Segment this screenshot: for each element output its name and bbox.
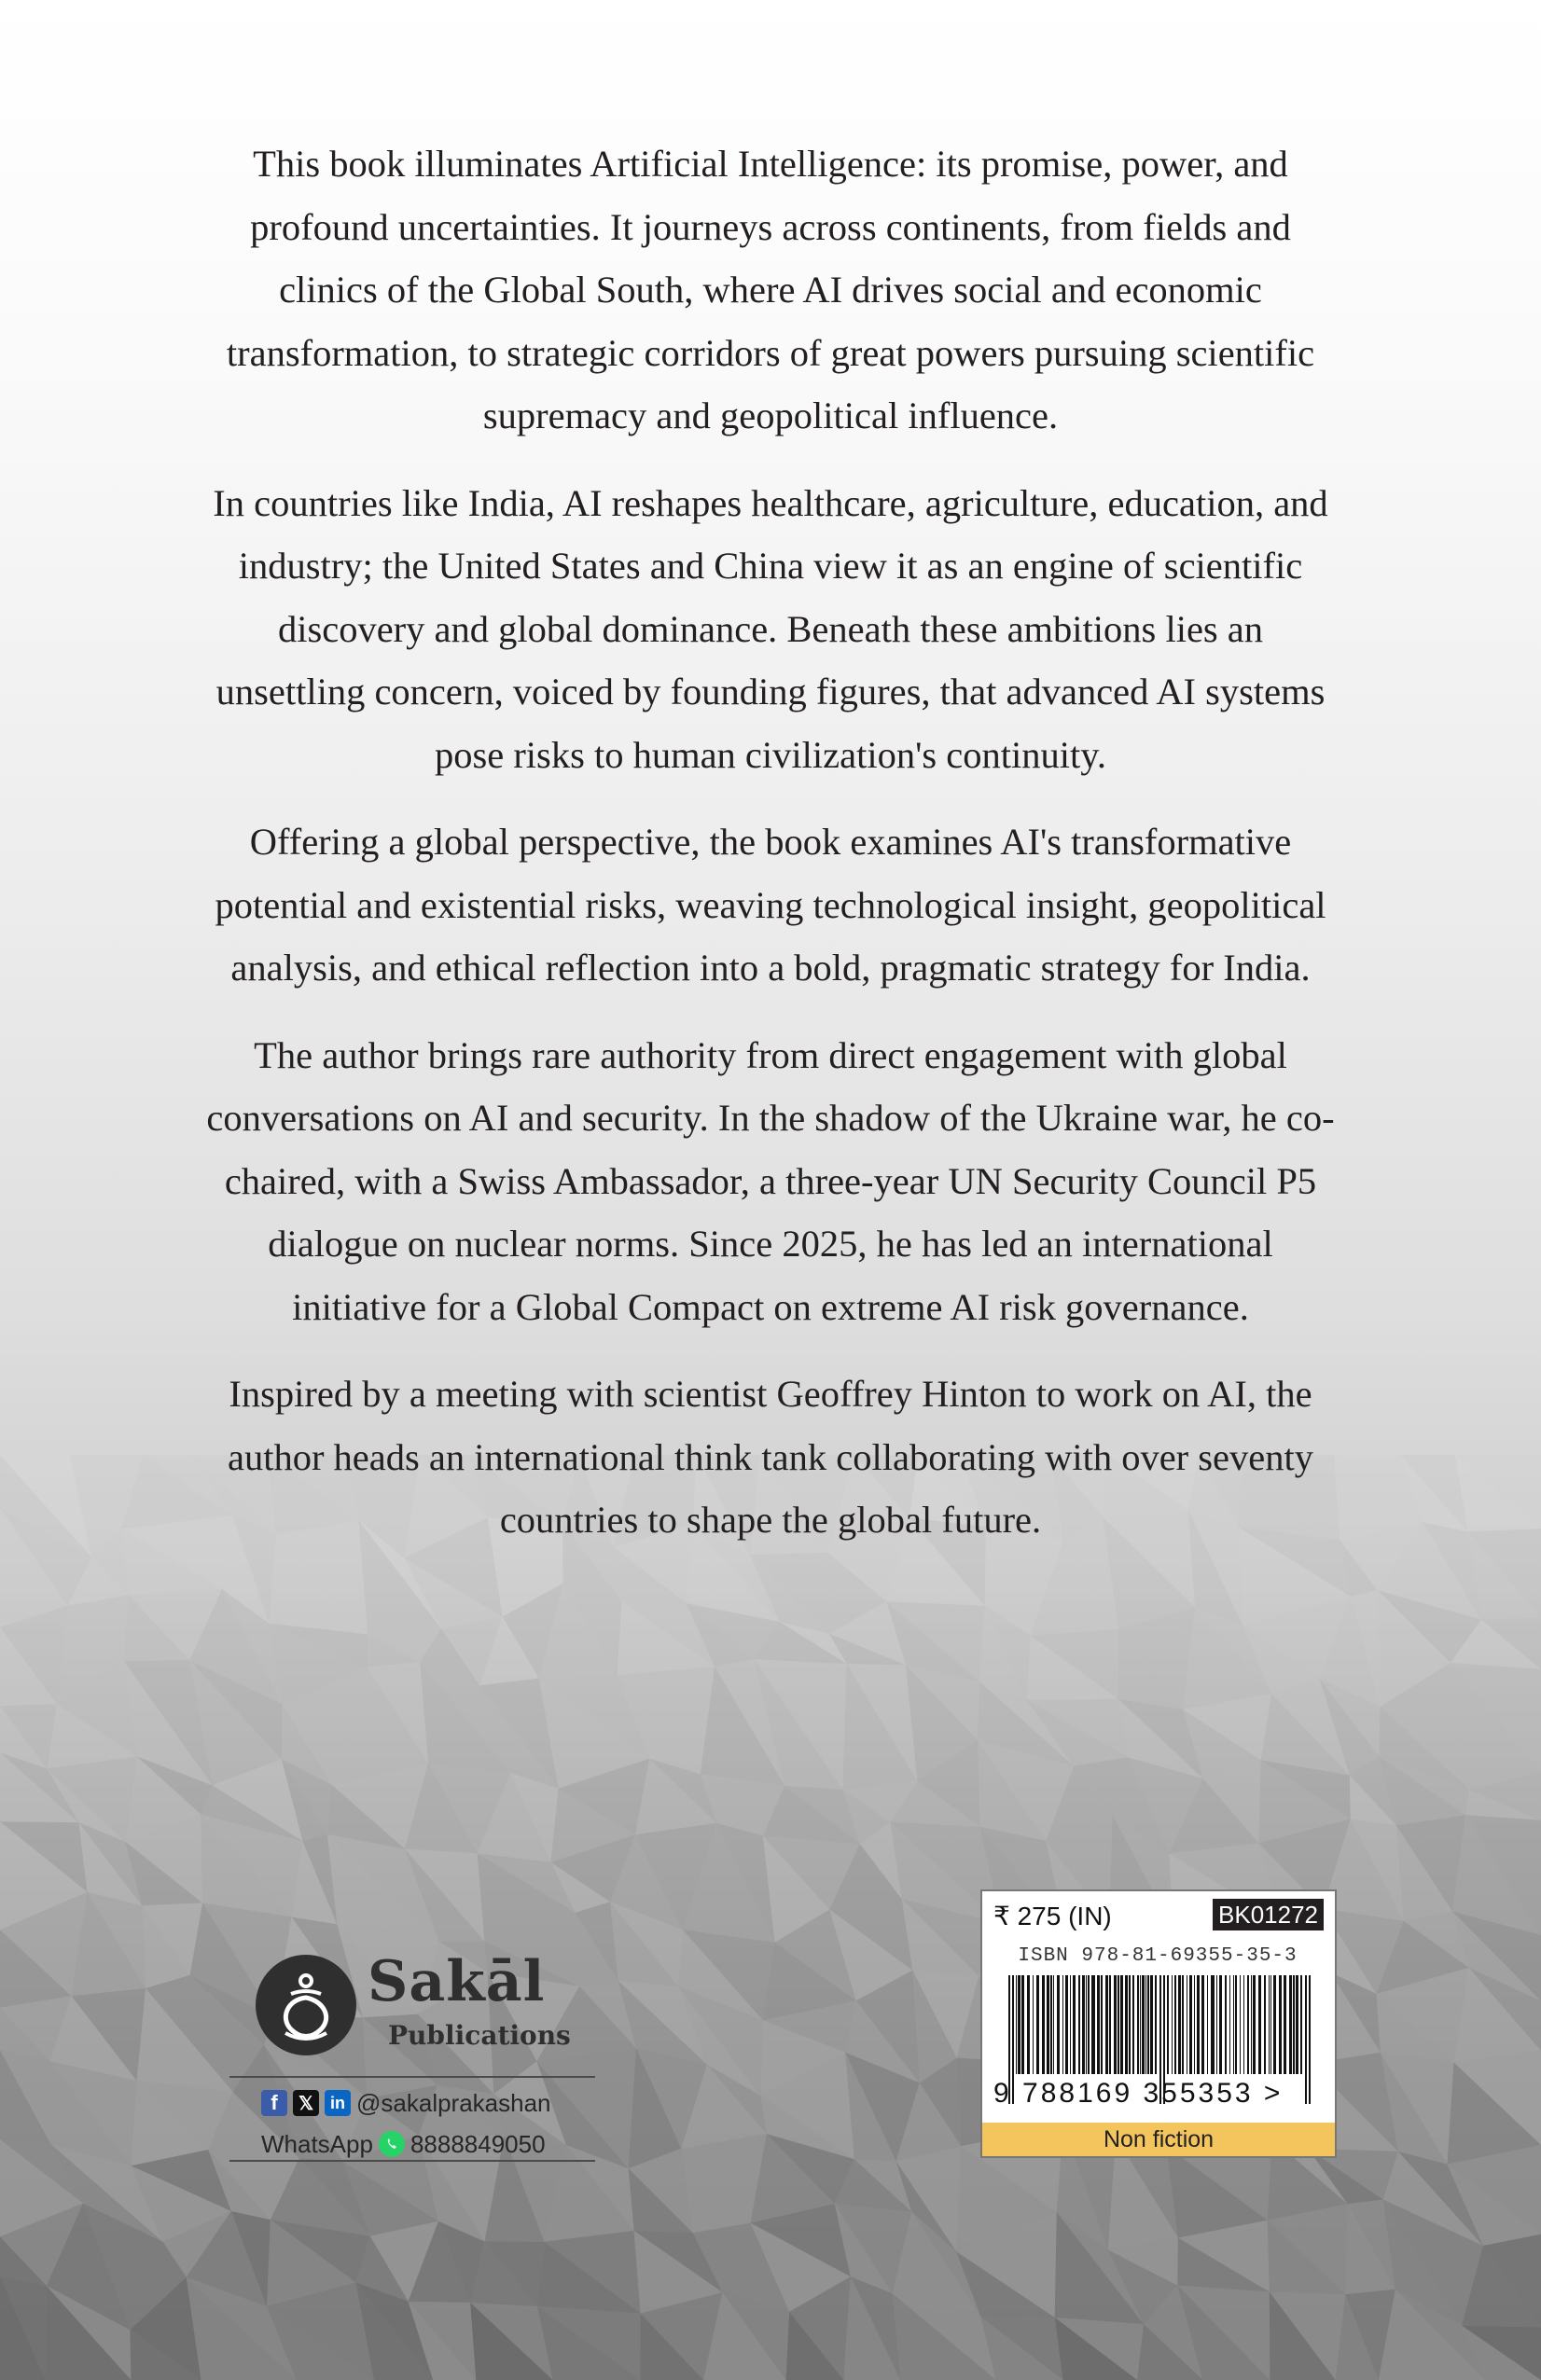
barcode-bar <box>1042 1975 1045 2074</box>
barcode-bar <box>1279 1975 1282 2074</box>
barcode-bar <box>1033 1975 1034 2074</box>
barcode-bar <box>1145 1975 1146 2074</box>
social-handle[interactable]: @sakalprakashan <box>356 2088 551 2117</box>
blurb-line: industry; the United States and China view it as an engine of scientific <box>238 545 1303 587</box>
barcode-bar <box>1088 1975 1090 2074</box>
blurb-line: chaired, with a Swiss Ambassador, a three-year UN Security Council P5 <box>224 1159 1317 1202</box>
barcode-bar <box>1109 1975 1111 2074</box>
blurb-paragraph-3 <box>121 810 1420 1000</box>
blurb-line: dialogue on nuclear norms. Since 2025, he has led an international <box>268 1223 1273 1265</box>
blurb-line: analysis, and ethical reflection into a bold, pragmatic strategy for India. <box>230 947 1311 989</box>
barcode-bar <box>1125 1975 1128 2074</box>
blurb-line: clinics of the Global South, where AI drives social and economic <box>279 269 1262 311</box>
blurb-line: This book illuminates Artificial Intelligence: its promise, power, and <box>253 143 1288 185</box>
barcode-bar <box>1174 1975 1176 2074</box>
barcode-bar <box>1182 1975 1184 2074</box>
barcode-bar <box>1253 1975 1256 2074</box>
barcode-bar <box>1120 1975 1123 2074</box>
barcode-bar <box>1211 1975 1215 2074</box>
whatsapp-label: WhatsApp <box>261 2129 373 2158</box>
blurb-paragraph-1 <box>121 132 1420 448</box>
price-label: ₹ 275 (IN) <box>993 1902 1112 1930</box>
barcode-bar <box>1118 1975 1119 2074</box>
blurb-line: author heads an international think tank collaborating with over seventy <box>227 1435 1314 1478</box>
barcode-bar <box>1219 1975 1222 2074</box>
blurb-line: The author brings rare authority from direct engagement with global <box>254 1033 1287 1076</box>
barcode-bar <box>1018 1975 1020 2074</box>
back-cover-blurb <box>121 132 1420 1576</box>
barcode-bar <box>1016 1975 1017 2074</box>
blurb-line: countries to shape the global future. <box>499 1499 1042 1541</box>
barcode-bar <box>1086 1975 1087 2074</box>
barcode-bar <box>1235 1975 1237 2074</box>
x-icon[interactable]: 𝕏 <box>293 2090 319 2116</box>
divider-bottom <box>229 2160 595 2162</box>
barcode-bar <box>1142 1975 1145 2074</box>
barcode-bar <box>1047 1975 1049 2074</box>
barcode-bar <box>1057 1975 1060 2074</box>
barcode-bar <box>1269 1975 1270 2074</box>
barcode-bar <box>1078 1975 1080 2074</box>
book-code-badge: BK01272 <box>1213 1899 1324 1930</box>
publisher-name: Sakāl <box>368 1949 546 2014</box>
barcode-bar <box>1140 1975 1141 2074</box>
barcode-bar <box>1065 1975 1068 2074</box>
barcode-bar <box>1114 1975 1117 2074</box>
blurb-line: Inspired by a meeting with scientist Geoffrey Hinton to work on AI, the <box>229 1373 1312 1415</box>
publisher-block <box>229 1930 595 2162</box>
blurb-line: pose risks to human civilization's continuity. <box>434 733 1107 776</box>
publisher-subtitle: Publications <box>388 2020 571 2051</box>
barcode-bar <box>1207 1975 1208 2074</box>
barcode-bar <box>1036 1975 1039 2074</box>
barcode-bar <box>1062 1975 1063 2074</box>
barcode-bar <box>1273 1975 1276 2074</box>
barcode-bar <box>1150 1975 1153 2074</box>
barcode-bar <box>1225 1975 1227 2074</box>
barcode-bar <box>1137 1975 1139 2074</box>
barcode-bar <box>1147 1975 1149 2074</box>
barcode-bar <box>1129 1975 1131 2074</box>
blurb-line: profound uncertainties. It journeys across continents, from fields and <box>250 205 1291 248</box>
barcode-bar <box>1097 1975 1100 2074</box>
social-links <box>261 2087 551 2119</box>
barcode-bar <box>1197 1975 1200 2074</box>
whatsapp-contact <box>261 2128 546 2160</box>
barcode-bar <box>1300 1975 1302 2074</box>
barcode-bar <box>1167 1975 1169 2074</box>
barcode-bar <box>1053 1975 1054 2074</box>
barcode-bar <box>1172 1975 1173 2074</box>
barcode-bar <box>1216 1975 1217 2074</box>
blurb-line: supremacy and geopolitical influence. <box>482 394 1059 436</box>
blurb-line: conversations on AI and security. In the shadow of the Ukraine war, he co- <box>206 1097 1335 1139</box>
linkedin-icon[interactable]: in <box>325 2090 351 2116</box>
blurb-line: In countries like India, AI reshapes healthcare, agriculture, education, and <box>213 481 1328 524</box>
barcode-digits: 9 788169 355353 > <box>993 2078 1284 2109</box>
barcode-bar <box>1050 1975 1052 2074</box>
blurb-line: transformation, to strategic corridors of great powers pursuing scientific <box>226 331 1315 374</box>
whatsapp-icon[interactable] <box>379 2131 405 2157</box>
barcode-bar <box>1229 1975 1230 2074</box>
sakal-logo-icon <box>254 1953 358 2057</box>
barcode-bar <box>1251 1975 1252 2074</box>
price-barcode-box <box>980 1889 1337 2158</box>
blurb-paragraph-2 <box>121 472 1420 787</box>
barcode-bar <box>1178 1975 1181 2074</box>
barcode-bar <box>1233 1975 1234 2074</box>
isbn-text: ISBN 978-81-69355-35-3 <box>1018 1945 1298 1967</box>
barcode-bar <box>1240 1975 1241 2074</box>
barcode-bar <box>1194 1975 1195 2074</box>
barcode-bar <box>1247 1975 1249 2074</box>
barcode-bar <box>1027 1975 1030 2074</box>
barcode-bar <box>1243 1975 1244 2074</box>
barcode-bar <box>1070 1975 1071 2074</box>
barcode-bar <box>1082 1975 1085 2074</box>
barcode-bar <box>1201 1975 1204 2074</box>
blurb-line: Offering a global perspective, the book examines AI's transformative <box>249 821 1292 863</box>
whatsapp-number[interactable]: 8888849050 <box>410 2129 546 2158</box>
barcode-bar <box>1073 1975 1076 2074</box>
barcode-bar <box>1189 1975 1192 2074</box>
barcode-bar <box>1132 1975 1134 2074</box>
blurb-paragraph-5 <box>121 1363 1420 1552</box>
blurb-line: unsettling concern, voiced by founding figures, that advanced AI systems <box>215 671 1326 713</box>
barcode-bar <box>1101 1975 1103 2074</box>
barcode-bar <box>1293 1975 1295 2074</box>
barcode-bar <box>1021 1975 1024 2074</box>
barcode-bar <box>1105 1975 1108 2074</box>
publisher-logo <box>254 1949 571 2065</box>
blurb-line: discovery and global dominance. Beneath these ambitions lies an <box>277 607 1264 650</box>
barcode-bar <box>1284 1975 1286 2074</box>
blurb-paragraph-4 <box>121 1024 1420 1339</box>
barcode-bar <box>1258 1975 1261 2074</box>
barcode-bar <box>1264 1975 1266 2074</box>
barcode-bar <box>1270 1975 1271 2074</box>
blurb-line: potential and existential risks, weaving technological insight, geopolitical <box>215 883 1326 926</box>
genre-label: Non fiction <box>982 2123 1335 2156</box>
divider-top <box>229 2076 595 2078</box>
barcode-bar <box>1296 1975 1298 2074</box>
barcode-bar <box>1091 1975 1095 2074</box>
barcode-bar <box>1155 1975 1157 2074</box>
facebook-icon[interactable]: f <box>261 2090 287 2116</box>
barcode-bar <box>1289 1975 1292 2074</box>
blurb-line: initiative for a Global Compact on extreme AI risk governance. <box>292 1285 1249 1328</box>
